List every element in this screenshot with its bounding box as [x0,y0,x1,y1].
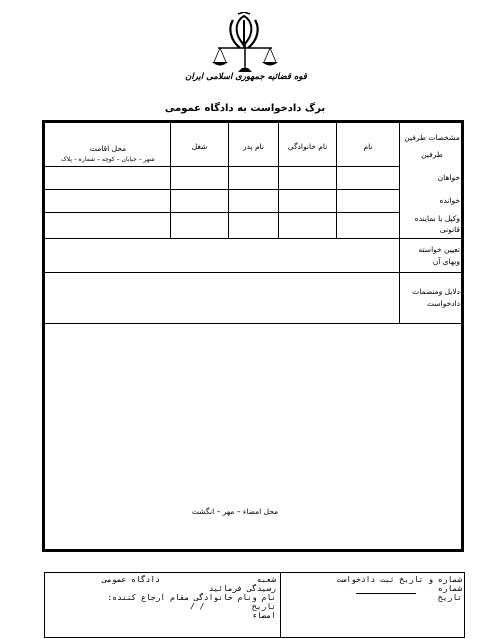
header-father-name: نام پدر [242,142,265,151]
header-parties: مشخصات طرفین [404,133,460,142]
court-label: دادگاه عمومی [102,575,160,584]
row-defendant: خوانده [439,196,460,205]
plaintiff-row-divider [43,189,399,190]
row-reasons-line1: دلایل ومنضمات [412,287,460,296]
claim-row-divider [43,272,463,273]
header-name: نام [363,142,373,151]
judiciary-name: قوه قضائیه جمهوری اسلامی ایران [185,72,307,82]
row-attorney-line2: قانونی [439,225,460,234]
branch-label: شعبه [256,575,276,584]
header-residence: محل اقامت [89,144,127,153]
father-column-divider [228,121,229,238]
referral-receipt-label: رسیدگی فرمائید [208,584,276,593]
reasons-row-divider [43,323,463,324]
registration-divider [280,572,281,638]
header-occupation: شغل [191,142,208,151]
row-attorney-line1: وکیل یا نماینده [414,214,460,223]
occupation-column-divider [170,121,171,238]
family-column-divider [278,121,279,238]
row-plaintiff: خواهان [437,173,460,182]
header-parties-sub: طرفین [421,150,443,159]
label-column-divider [399,121,400,323]
petition-form-frame [42,120,464,552]
header-residence-sub: شهر – خیابان – کوچه – شماره – پلاک [61,156,155,163]
attorney-row-divider [43,238,463,239]
registration-number-date-label: شماره و تاریخ ثبت دادخواست [336,575,462,584]
name-column-divider [336,121,337,238]
referral-date-slashes: / / [190,602,205,611]
referral-signature-label: امضاء [251,611,276,620]
signature-place-label: محل امضاء – مهر – انگشت [191,507,279,516]
row-claim-line1: تعیین خواسته [418,245,460,254]
header-row-divider [43,166,399,167]
registration-number-label: شماره [437,584,462,593]
registration-date-label: تاریخ [437,593,462,602]
header-family-name: نام خانوادگی [287,142,328,151]
form-title: برگ دادخواست به دادگاه عمومی [164,103,326,114]
row-reasons-line2: دادخواست [426,299,460,308]
row-claim-line2: وبهای آن [432,257,460,266]
referral-date-label: تاریخ [251,602,276,611]
referrer-label: نام ونام خانوادگی مقام ارجاع کننده: [107,593,276,602]
defendant-row-divider [43,212,399,213]
